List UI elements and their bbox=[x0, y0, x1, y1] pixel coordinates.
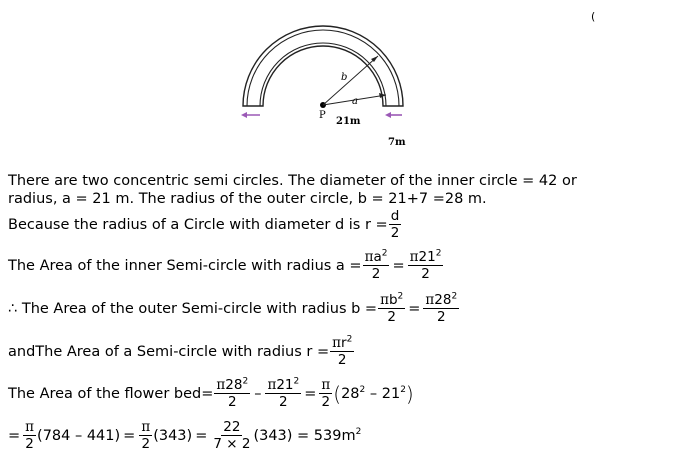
line5-text: ∴ The Area of the outer Semi-circle with radius b = bbox=[8, 300, 378, 317]
text-line-8 bbox=[8, 419, 361, 452]
expr-result: $(343) = 539m^2$ bbox=[253, 426, 362, 444]
line6-text: andThe Area of a Semi-circle with radius r = bbox=[8, 343, 330, 360]
frac-num: $\pi b^2$ bbox=[380, 291, 404, 308]
fraction-pi-a2 bbox=[363, 249, 390, 282]
line7-text: The Area of the flower bed= bbox=[8, 385, 214, 402]
line3-text: Because the radius of a Circle with diameter d is r = bbox=[8, 216, 388, 233]
label-7m: 7m bbox=[388, 137, 406, 148]
label-p: P bbox=[319, 110, 326, 121]
frac-num: d bbox=[390, 208, 400, 224]
equals-sign: = bbox=[408, 300, 421, 317]
text-line-6 bbox=[8, 335, 355, 368]
frac-num: $\pi 28^2$ bbox=[425, 291, 458, 308]
frac-den: 2 bbox=[337, 352, 347, 368]
frac-num: $\pi 21^2$ bbox=[267, 376, 300, 393]
text-line-4 bbox=[8, 249, 444, 282]
frac-num: $\pi a^2$ bbox=[364, 248, 388, 265]
fraction-pi-21-sq bbox=[265, 377, 301, 410]
text-line-2: radius, a = 21 m. The radius of the outer circle, b = 21+7 =28 m. bbox=[8, 191, 487, 207]
fraction-pi-over-2 bbox=[139, 419, 152, 452]
open-paren: ( bbox=[333, 381, 342, 406]
frac-den: 2 bbox=[141, 436, 151, 452]
frac-num: $\pi 21^2$ bbox=[409, 248, 442, 265]
equals-sign: = bbox=[195, 427, 208, 444]
equals-sign: = bbox=[304, 385, 317, 402]
text-line-7 bbox=[8, 377, 414, 410]
close-paren: ) bbox=[405, 381, 414, 406]
frac-den: 2 bbox=[279, 394, 288, 410]
frac-den: 2 bbox=[371, 266, 381, 282]
frac-den: 2 bbox=[437, 309, 446, 325]
outer-band bbox=[243, 26, 403, 106]
text-line-1: There are two concentric semi circles. The diameter of the inner circle = 42 or bbox=[8, 173, 577, 189]
right-arrow-icon bbox=[385, 112, 402, 118]
frac-den: 7 × 2 bbox=[213, 436, 251, 452]
text-line-3 bbox=[8, 208, 402, 241]
text-line-5 bbox=[8, 292, 460, 325]
fraction-d-over-2 bbox=[389, 208, 402, 241]
fraction-pi-28-sq bbox=[214, 377, 250, 410]
equals-sign: = bbox=[123, 427, 136, 444]
fraction-pi-over-2 bbox=[319, 377, 332, 410]
semicircle-figure bbox=[230, 10, 430, 150]
label-21m: 21m bbox=[336, 116, 361, 127]
minus-sign: – bbox=[254, 385, 262, 402]
expr-343: (343) bbox=[153, 427, 193, 444]
fraction-pi-21-sq bbox=[408, 249, 444, 282]
frac-num: π bbox=[25, 419, 35, 435]
fraction-22-over-7x2 bbox=[211, 419, 252, 452]
fraction-pi-28-sq bbox=[423, 292, 459, 325]
frac-num: π bbox=[321, 377, 331, 393]
paren-expression: $28^2 - 21^2$ bbox=[341, 384, 406, 402]
frac-den: 2 bbox=[421, 266, 430, 282]
frac-num: $\pi r^2$ bbox=[332, 334, 353, 351]
frac-den: 2 bbox=[321, 394, 331, 410]
fraction-pi-b2 bbox=[378, 292, 405, 325]
fraction-pi-r2 bbox=[330, 335, 354, 368]
equals-sign: = bbox=[8, 427, 21, 444]
frac-den: 2 bbox=[227, 394, 237, 410]
expr-784-441: (784 – 441) bbox=[37, 427, 121, 444]
line4-text: The Area of the inner Semi-circle with radius a = bbox=[8, 257, 362, 274]
equals-sign: = bbox=[392, 257, 405, 274]
frac-num: 22 bbox=[223, 419, 241, 435]
corner-mark: ( bbox=[591, 10, 596, 23]
frac-num: π bbox=[141, 419, 151, 435]
frac-den: 2 bbox=[387, 309, 396, 325]
frac-den: 2 bbox=[390, 225, 400, 241]
frac-num: $\pi 28^2$ bbox=[216, 376, 249, 393]
label-b: b bbox=[341, 72, 348, 83]
label-a: a bbox=[352, 96, 358, 107]
left-arrow-icon bbox=[241, 112, 260, 118]
frac-den: 2 bbox=[25, 436, 34, 452]
fraction-pi-over-2 bbox=[23, 419, 36, 452]
